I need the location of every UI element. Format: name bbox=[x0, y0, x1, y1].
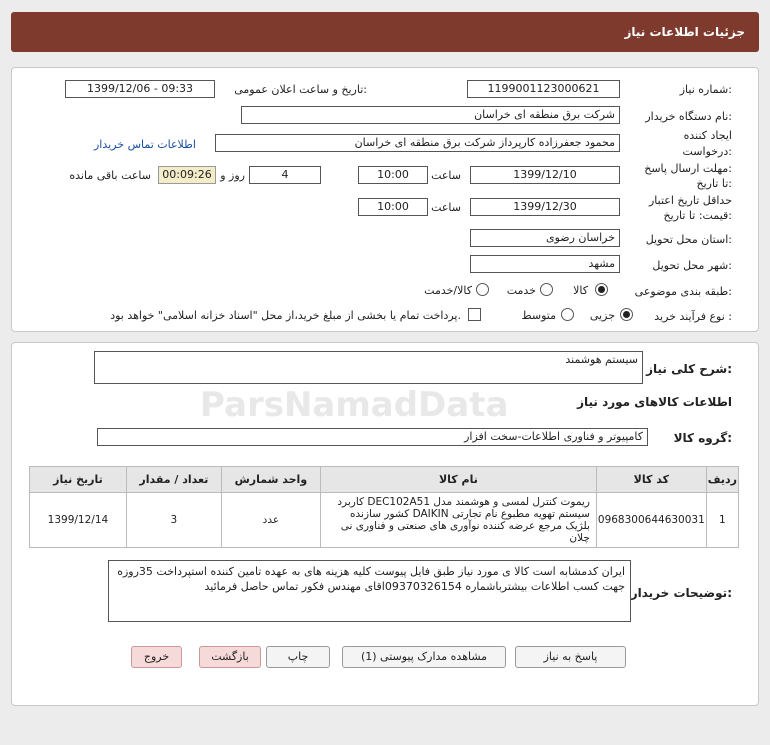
category-goods-radio[interactable] bbox=[595, 283, 608, 296]
process-partial-radio[interactable] bbox=[620, 308, 633, 321]
category-service-radio[interactable] bbox=[540, 283, 553, 296]
province-field: خراسان رضوی bbox=[470, 229, 620, 247]
attachments-button[interactable]: مشاهده مدارک پیوستی (1) bbox=[342, 646, 506, 668]
reply-time-label: ساعت bbox=[431, 169, 461, 182]
process-label: نوع فرآیند خرید : bbox=[654, 310, 732, 323]
validity-label-2: قیمت: تا تاریخ: bbox=[663, 209, 732, 222]
cell-unit: عدد bbox=[221, 493, 320, 548]
reply-time-field: 10:00 bbox=[358, 166, 428, 184]
reply-date-field: 1399/12/10 bbox=[470, 166, 620, 184]
watermark-brand: ParsNamadData bbox=[200, 385, 509, 425]
need-number-field: 1199001123000621 bbox=[467, 80, 620, 98]
notes-label: توضیحات خریدار: bbox=[630, 586, 732, 600]
col-date: تاریخ نیاز bbox=[30, 467, 127, 493]
category-both-radio[interactable] bbox=[476, 283, 489, 296]
cell-row: 1 bbox=[706, 493, 738, 548]
creator-field: محمود جعفرزاده کارپرداز شرکت برق منطقه ای خراسان bbox=[215, 134, 620, 152]
col-code: کد کالا bbox=[596, 467, 706, 493]
page-header bbox=[11, 12, 759, 52]
buyer-org-label: نام دستگاه خریدار: bbox=[645, 110, 732, 123]
treasury-payment-checkbox[interactable] bbox=[468, 308, 481, 321]
page-title: جزئیات اطلاعات نیاز bbox=[624, 25, 745, 39]
validity-time-label: ساعت bbox=[431, 201, 461, 214]
city-field: مشهد bbox=[470, 255, 620, 273]
validity-time-field: 10:00 bbox=[358, 198, 428, 216]
days-label: روز و bbox=[220, 169, 245, 182]
buyer-org-field: شرکت برق منطقه ای خراسان bbox=[241, 106, 620, 124]
reply-label-1: مهلت ارسال پاسخ: bbox=[644, 162, 732, 175]
need-number-label: شماره نیاز: bbox=[679, 83, 732, 96]
cell-qty: 3 bbox=[126, 493, 221, 548]
col-name: نام کالا bbox=[320, 467, 596, 493]
print-button[interactable]: چاپ bbox=[266, 646, 330, 668]
cell-name: ریموت کنترل لمسی و هوشمند مدل DEC102A51 کاربرد سیستم تهویه مطبوع نام تجارتی DAIKIN کشور سازنده بلژیک مرجع عرضه کننده نوآوری های صنعتی و فناوری نی چلان bbox=[320, 493, 596, 548]
description-field: سیستم هوشمند bbox=[94, 351, 643, 384]
creator-label-2: درخواست: bbox=[682, 145, 732, 158]
process-partial-label: جزیی bbox=[589, 309, 615, 322]
validity-label-1: حداقل تاریخ اعتبار bbox=[648, 194, 732, 207]
province-label: استان محل تحویل: bbox=[645, 233, 732, 246]
creator-label-1: ایجاد کننده bbox=[683, 129, 732, 142]
city-label: شهر محل تحویل: bbox=[652, 259, 732, 272]
cell-date: 1399/12/14 bbox=[30, 493, 127, 548]
col-qty: تعداد / مقدار bbox=[126, 467, 221, 493]
validity-date-field: 1399/12/30 bbox=[470, 198, 620, 216]
remaining-timer: 00:09:26 bbox=[158, 166, 216, 184]
notes-field: ایران کدمشابه است کالا ی مورد نیاز طبق فایل پیوست کلیه هزینه های به عهده تامین کننده استپرداخت 35روزه جهت کسب اطلاعات بیشترباشماره 09370326154اقای مهندس فکور تماس حاصل فرمائید bbox=[108, 560, 631, 622]
goods-table bbox=[29, 466, 739, 548]
remaining-label: ساعت باقی مانده bbox=[69, 169, 151, 182]
contact-info-link[interactable]: اطلاعات تماس خریدار bbox=[94, 138, 196, 151]
category-both-label: کالا/خدمت bbox=[424, 284, 472, 297]
announce-field: 1399/12/06 - 09:33 bbox=[65, 80, 215, 98]
goods-group-label: گروه کالا: bbox=[673, 431, 732, 445]
payment-note: پرداخت تمام یا بخشی از مبلغ خرید،از محل "اسناد خزانه اسلامی" خواهد بود. bbox=[110, 309, 461, 322]
back-button[interactable]: بازگشت bbox=[199, 646, 261, 668]
category-label: طبقه بندی موضوعی: bbox=[634, 285, 732, 298]
reply-label-2: تا تاریخ: bbox=[696, 177, 732, 190]
announce-label: تاریخ و ساعت اعلان عمومی: bbox=[234, 83, 367, 96]
cell-code: 0968300644630031 bbox=[596, 493, 706, 548]
table-header-row bbox=[30, 467, 739, 493]
table-row[interactable] bbox=[30, 493, 739, 548]
exit-button[interactable]: خروج bbox=[131, 646, 182, 668]
description-label: شرح کلی نیاز: bbox=[646, 362, 732, 376]
col-unit: واحد شمارش bbox=[221, 467, 320, 493]
process-medium-radio[interactable] bbox=[561, 308, 574, 321]
goods-group-field: کامپیوتر و فناوری اطلاعات-سخت افزار bbox=[97, 428, 648, 446]
category-service-label: خدمت bbox=[506, 284, 536, 297]
col-row: ردیف bbox=[706, 467, 738, 493]
process-medium-label: متوسط bbox=[521, 309, 556, 322]
goods-section-title: اطلاعات کالاهای مورد نیاز bbox=[577, 395, 732, 409]
days-field: 4 bbox=[249, 166, 321, 184]
reply-button[interactable]: پاسخ به نیاز bbox=[515, 646, 626, 668]
category-goods-label: کالا bbox=[573, 284, 588, 297]
